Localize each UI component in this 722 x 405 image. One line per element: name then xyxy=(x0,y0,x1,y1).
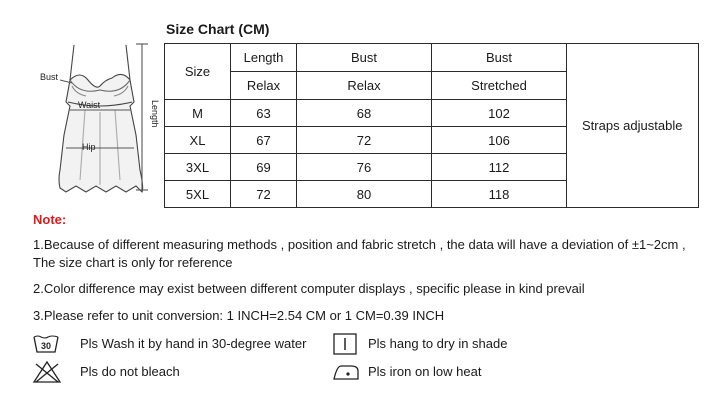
note-line-1a: 1.Because of different measuring methods , position and fabric stretch , the data will have a deviation of ±1~2cm , xyxy=(33,237,686,252)
header-bust-stretched: Bust xyxy=(432,44,567,72)
iron-low-heat-icon xyxy=(331,361,361,383)
note-line-1b: The size chart is only for reference xyxy=(33,255,233,270)
note-line-2: 2.Color difference may exist between different computer displays , specific please in kind prevail xyxy=(33,281,585,296)
care-bleach-text: Pls do not bleach xyxy=(80,364,180,379)
cell-bust-stretched: 102 xyxy=(432,100,567,127)
note-line-3: 3.Please refer to unit conversion: 1 INCH=2.54 CM or 1 CM=0.39 INCH xyxy=(33,308,445,323)
size-table xyxy=(164,43,699,208)
cell-size: XL xyxy=(165,127,231,154)
header-bust-relax: Bust xyxy=(297,44,432,72)
hand-wash-30-icon xyxy=(32,333,60,355)
care-iron-text: Pls iron on low heat xyxy=(368,364,482,379)
bust-label: Bust xyxy=(40,72,59,82)
size-chart-title: Size Chart (CM) xyxy=(166,21,270,37)
garment-diagram xyxy=(30,40,160,210)
note-title: Note: xyxy=(33,212,67,227)
cell-length: 69 xyxy=(231,154,297,181)
cell-bust-relax: 76 xyxy=(297,154,432,181)
header-size: Size xyxy=(165,44,231,100)
wash-temp-badge: 30 xyxy=(40,341,52,351)
length-label: Length xyxy=(150,100,160,128)
dry-in-shade-icon xyxy=(332,332,358,356)
cell-size: 3XL xyxy=(165,154,231,181)
cell-length: 72 xyxy=(231,181,297,208)
waist-label: Waist xyxy=(78,100,101,110)
header-bust2-sub: Stretched xyxy=(432,72,567,100)
cell-size: M xyxy=(165,100,231,127)
header-bust-sub: Relax xyxy=(297,72,432,100)
cell-bust-relax: 68 xyxy=(297,100,432,127)
care-wash-text: Pls Wash it by hand in 30-degree water xyxy=(80,336,307,351)
cell-bust-stretched: 112 xyxy=(432,154,567,181)
cell-bust-relax: 80 xyxy=(297,181,432,208)
cell-size: 5XL xyxy=(165,181,231,208)
cell-bust-stretched: 106 xyxy=(432,127,567,154)
care-dry-text: Pls hang to dry in shade xyxy=(368,336,508,351)
straps-adjustable-note: Straps adjustable xyxy=(567,44,699,208)
cell-bust-stretched: 118 xyxy=(432,181,567,208)
header-length: Length xyxy=(231,44,297,72)
cell-bust-relax: 72 xyxy=(297,127,432,154)
do-not-bleach-icon xyxy=(32,360,62,384)
hip-label: Hip xyxy=(82,142,96,152)
cell-length: 63 xyxy=(231,100,297,127)
cell-length: 67 xyxy=(231,127,297,154)
header-length-sub: Relax xyxy=(231,72,297,100)
